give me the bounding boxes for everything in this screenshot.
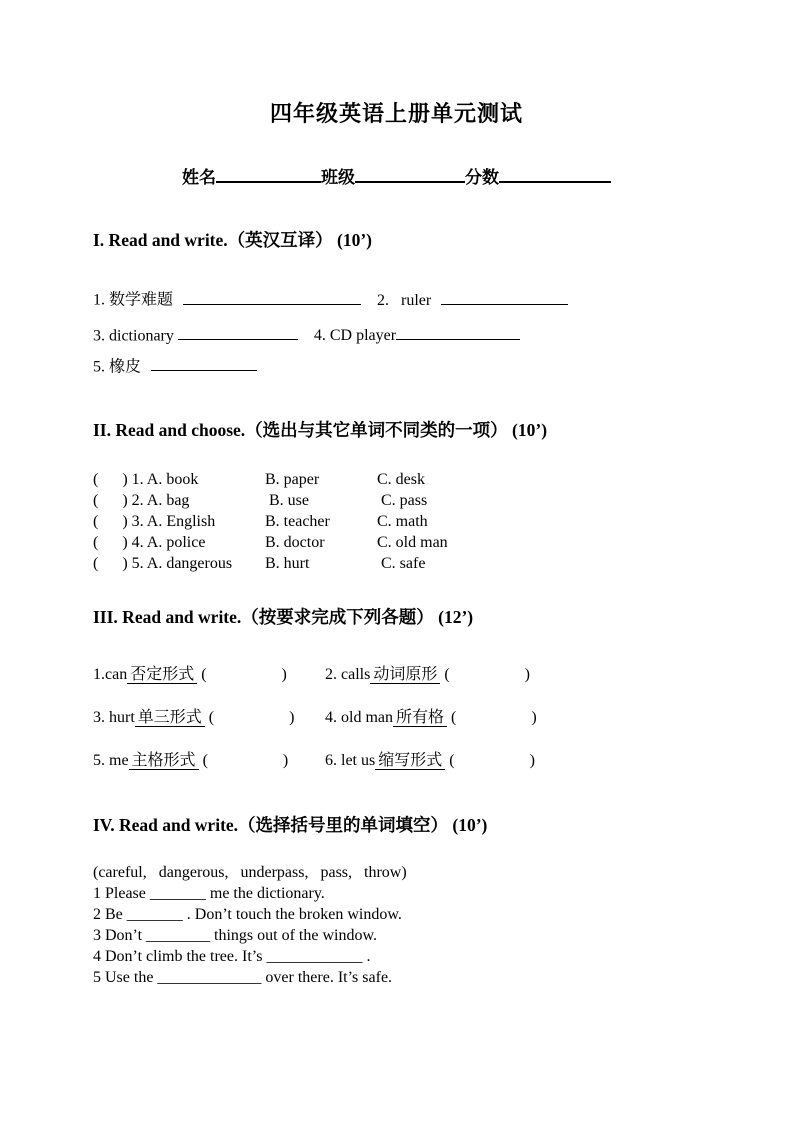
open-paren: ( (449, 752, 455, 770)
section-2-choices (0, 469, 793, 574)
transform-1-word: 1.can (93, 666, 128, 684)
section-4-header: IV. Read and write.（选择括号里的单词填空） (10’) (93, 815, 488, 836)
score-label: 分数 (465, 168, 499, 188)
fill-line-4: 4 Don’t climb the tree. It’s ____________ . (93, 948, 371, 966)
open-paren: ( (201, 666, 207, 684)
open-paren: ( (444, 666, 450, 684)
transform-4-term: 所有格 (393, 709, 447, 727)
transform-item-4 (325, 706, 537, 730)
item-2-blank (441, 289, 568, 304)
name-label: 姓名 (182, 168, 216, 188)
section-1-row-2 (93, 325, 793, 347)
open-paren: ( (451, 709, 457, 727)
transform-item-6 (325, 749, 535, 773)
close-paren: ) (282, 752, 289, 770)
transform-2-word: 2. calls (325, 666, 371, 684)
transform-5-word: 5. me (93, 752, 129, 770)
section-1-row-1 (93, 289, 793, 311)
choice-5-c: C. safe (377, 555, 426, 573)
choice-3-b: B. teacher (265, 513, 330, 531)
section-3-row-3 (93, 749, 793, 773)
class-blank (355, 165, 465, 183)
close-paren: ) (289, 709, 295, 727)
item-3-blank (178, 325, 298, 340)
item-5-blank (151, 356, 257, 371)
item-2-label: 2. ruler (377, 291, 432, 309)
choice-1-a: ( ) 1. A. book (93, 471, 199, 489)
choice-2-c: C. pass (377, 492, 428, 510)
choice-row-3 (93, 511, 793, 532)
choice-4-c: C. old man (377, 534, 448, 552)
transform-3-word: 3. hurt (93, 709, 135, 727)
transform-4-word: 4. old man (325, 709, 393, 727)
close-paren: ) (524, 666, 530, 684)
choice-5-a: ( ) 5. A. dangerous (93, 555, 233, 573)
close-paren: ) (281, 666, 287, 684)
choice-row-1 (93, 469, 793, 490)
section-4-fill-in (93, 862, 793, 988)
item-4-blank (396, 325, 520, 340)
choice-4-a: ( ) 4. A. police (93, 534, 206, 552)
transform-item-5 (93, 749, 325, 773)
section-3-row-2 (93, 706, 793, 730)
choice-1-c: C. desk (377, 471, 425, 489)
transform-2-term: 动词原形 (370, 666, 440, 684)
item-1-blank (183, 289, 361, 304)
choice-3-a: ( ) 3. A. English (93, 513, 216, 531)
choice-row-5 (93, 553, 793, 574)
section-2-header: II. Read and choose.（选出与其它单词不同类的一项） (10’) (93, 420, 548, 441)
item-5-label: 5. 橡皮 (93, 358, 142, 376)
name-blank (216, 165, 321, 183)
section-3-header: III. Read and write.（按要求完成下列各题） (12’) (93, 607, 474, 628)
transform-1-term: 否定形式 (127, 666, 197, 684)
choice-2-a: ( ) 2. A. bag (93, 492, 190, 510)
item-1-label: 1. 数学难题 (93, 291, 174, 309)
fill-line-5: 5 Use the _____________ over there. It’s safe. (93, 969, 393, 987)
fill-line-1: 1 Please _______ me the dictionary. (93, 885, 325, 903)
section-1-header: I. Read and write.（英汉互译） (10’) (93, 230, 373, 251)
choice-row-4 (93, 532, 793, 553)
page-title: 四年级英语上册单元测试 (269, 101, 523, 126)
choice-3-c: C. math (377, 513, 428, 531)
section-1-row-3 (93, 356, 793, 378)
transform-3-term: 单三形式 (135, 709, 205, 727)
fill-line-2: 2 Be _______ . Don’t touch the broken window. (93, 906, 402, 924)
student-info-line (0, 165, 793, 190)
transform-6-word: 6. let us (325, 752, 376, 770)
choice-row-2 (93, 490, 793, 511)
item-3-label: 3. dictionary (93, 326, 174, 344)
close-paren: ) (529, 752, 535, 770)
transform-5-term: 主格形式 (129, 752, 199, 770)
transform-item-2 (325, 663, 530, 687)
class-label: 班级 (321, 168, 355, 188)
transform-6-term: 缩写形式 (375, 752, 445, 770)
transform-item-3 (93, 706, 325, 730)
item-4-label: 4. CD player (313, 326, 397, 344)
choice-4-b: B. doctor (265, 534, 325, 552)
choice-2-b: B. use (265, 492, 309, 510)
open-paren: ( (202, 752, 208, 770)
choice-5-b: B. hurt (265, 555, 310, 573)
section-3-row-1 (93, 663, 793, 687)
word-bank: (careful, dangerous, underpass, pass, throw) (93, 864, 407, 882)
close-paren: ) (531, 709, 537, 727)
open-paren: ( (208, 709, 215, 727)
transform-item-1 (93, 663, 325, 687)
fill-line-3: 3 Don’t ________ things out of the window. (93, 927, 377, 945)
score-blank (499, 165, 611, 183)
choice-1-b: B. paper (265, 471, 320, 489)
